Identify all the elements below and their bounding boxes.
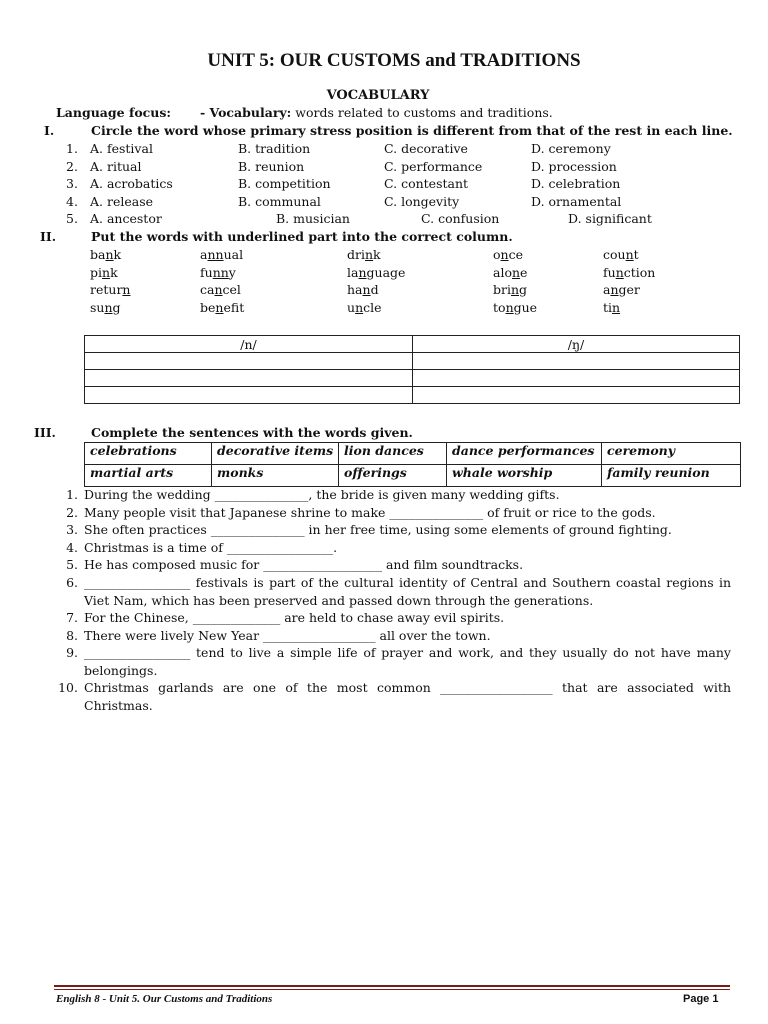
word-part: ce <box>508 247 523 262</box>
word-part: o <box>493 247 501 262</box>
word-row <box>0 299 768 317</box>
word-bank-item: offerings <box>339 465 447 487</box>
question-number: 4. <box>66 193 78 209</box>
underlined-part: n <box>612 299 621 315</box>
answer-option[interactable]: A. ritual <box>90 158 142 174</box>
word-part: k <box>113 247 122 262</box>
vocabulary-line <box>200 105 553 120</box>
word-bank-item: whale worship <box>447 465 602 487</box>
page-title: UNIT 5: OUR CUSTOMS and TRADITIONS <box>207 50 581 71</box>
language-focus-label: Language focus: <box>56 105 172 120</box>
answer-option[interactable]: B. musician <box>276 211 350 227</box>
underlined-part: n <box>510 282 520 298</box>
word-item <box>603 299 620 317</box>
word-item <box>347 281 379 299</box>
sentence-number: 6. <box>66 575 78 590</box>
question-row <box>0 140 768 158</box>
word-item <box>90 281 130 299</box>
table-cell[interactable] <box>85 387 413 404</box>
underlined-part: n <box>511 264 521 280</box>
section-2-instruction: Put the words with underlined part into the correct column. <box>91 229 513 244</box>
page-number: Page 1 <box>683 993 719 1005</box>
word-row <box>0 281 768 299</box>
sentence-number: 1. <box>66 487 78 502</box>
answer-option[interactable]: C. longevity <box>384 193 460 209</box>
footer-rule <box>54 985 730 987</box>
sentence-number: 9. <box>66 645 78 660</box>
word-bank-item: monks <box>212 465 339 487</box>
answer-option[interactable]: D. ornamental <box>531 193 622 209</box>
word-item <box>90 264 118 282</box>
sentence-number: 10. <box>58 680 78 695</box>
word-part: g <box>112 299 121 315</box>
word-row <box>0 246 768 264</box>
word-bank-item: martial arts <box>85 465 212 487</box>
word-bank-item: celebrations <box>85 443 212 465</box>
question-row <box>0 158 768 176</box>
word-part: g <box>519 282 528 298</box>
word-item <box>347 299 382 317</box>
word-part: u <box>347 299 356 315</box>
answer-option[interactable]: D. significant <box>568 211 652 227</box>
sentence-text: Christmas is a time of _________________. <box>84 540 338 555</box>
sentence-text: During the wedding _______________, the bride is given many wedding gifts. <box>84 487 560 502</box>
word-part: la <box>347 264 359 280</box>
word-part: a <box>200 247 208 262</box>
answer-option[interactable]: B. competition <box>238 176 331 192</box>
word-part: cou <box>603 247 626 262</box>
vocabulary-text: words related to customs and traditions. <box>291 105 553 120</box>
table-cell[interactable] <box>85 370 413 387</box>
phoneme-table <box>84 335 740 404</box>
footer-rule <box>54 989 730 990</box>
underlined-part: n <box>104 299 113 315</box>
word-part: ba <box>90 247 106 262</box>
sentence-text: For the Chinese, ______________ are held to chase away evil spirits. <box>84 610 505 625</box>
word-part: a <box>603 282 611 298</box>
table-cell[interactable] <box>413 387 740 404</box>
sentence-text: _________________ festivals is part of the cultural identity of Central and Southern coastal regions in Viet Nam, which has been preserved and passed down through the generations. <box>84 575 731 608</box>
word-bank-item: decorative items <box>212 443 339 465</box>
word-part: bri <box>493 282 511 298</box>
dash: - <box>200 105 210 120</box>
word-row <box>0 264 768 282</box>
word-bank-item: dance performances <box>447 443 602 465</box>
word-part: cel <box>222 282 241 298</box>
word-part: ual <box>223 247 244 262</box>
word-part: k <box>110 264 118 280</box>
question-number: 3. <box>66 176 78 192</box>
word-part: ha <box>347 282 363 298</box>
word-part: d <box>370 282 379 298</box>
sentence-text: Many people visit that Japanese shrine to make _______________ of fruit or rice to the gods. <box>84 505 656 520</box>
word-part: pi <box>90 264 102 280</box>
answer-option[interactable]: D. celebration <box>531 176 621 192</box>
sentence-number: 5. <box>66 557 78 572</box>
word-part: cle <box>363 299 382 315</box>
answer-option[interactable]: C. contestant <box>384 176 469 192</box>
underlined-part: n <box>215 299 224 315</box>
footer-title: English 8 - Unit 5. Our Customs and Traditions <box>56 993 273 1005</box>
answer-option[interactable]: B. tradition <box>238 141 311 156</box>
word-item <box>347 264 405 282</box>
word-part: dri <box>347 247 365 262</box>
word-bank-item: lion dances <box>339 443 447 465</box>
section-1-numeral: I. <box>44 123 55 138</box>
word-item <box>200 281 241 299</box>
question-row <box>0 193 768 211</box>
word-item <box>200 299 244 317</box>
underlined-part: n <box>362 282 371 298</box>
word-item <box>493 299 537 317</box>
sentence-number: 4. <box>66 540 78 555</box>
word-part: guage <box>366 264 406 280</box>
word-part: t <box>633 247 639 262</box>
section-3-numeral: III. <box>34 425 56 440</box>
sentence-text: She often practices _______________ in her free time, using some elements of ground fighting. <box>84 522 672 537</box>
answer-option[interactable]: B. reunion <box>238 158 305 174</box>
word-part: fu <box>200 264 213 280</box>
question-number: 5. <box>66 211 78 227</box>
word-part: alo <box>493 264 512 280</box>
answer-option[interactable]: A. ancestor <box>90 211 162 227</box>
word-part: su <box>90 299 105 315</box>
answer-option[interactable]: A. festival <box>90 141 153 156</box>
underlined-part: n <box>505 299 514 315</box>
answer-option[interactable]: B. communal <box>238 193 321 209</box>
sentence-number: 8. <box>66 628 78 643</box>
answer-option[interactable]: D. procession <box>531 158 617 174</box>
sentence-text: _________________ tend to live a simple life of prayer and work, and they usually do not have many belongings. <box>84 645 731 678</box>
word-part: be <box>200 299 216 315</box>
word-item <box>347 246 381 264</box>
section-3-instruction: Complete the sentences with the words given. <box>91 425 413 440</box>
word-item <box>493 246 523 264</box>
word-part: efit <box>223 299 245 315</box>
vocabulary-label: Vocabulary: <box>209 105 292 120</box>
word-bank <box>84 442 741 487</box>
answer-option[interactable]: C. decorative <box>384 141 468 156</box>
word-part: to <box>493 299 506 315</box>
underlined-part: nn <box>212 264 229 280</box>
answer-option[interactable]: C. performance <box>384 158 483 174</box>
sentence-text: He has composed music for ___________________ and film soundtracks. <box>84 557 524 572</box>
sentence-number: 7. <box>66 610 78 625</box>
sentence-number: 2. <box>66 505 78 520</box>
word-item <box>603 281 640 299</box>
underlined-part: n <box>355 299 364 315</box>
underlined-part: n <box>625 247 634 262</box>
underlined-part: nn <box>207 247 224 262</box>
word-item <box>493 281 527 299</box>
word-part: k <box>373 247 381 262</box>
table-cell[interactable] <box>413 370 740 387</box>
question-number: 1. <box>66 141 78 156</box>
answer-option[interactable]: D. ceremony <box>531 141 611 156</box>
answer-option[interactable]: A. acrobatics <box>90 176 173 192</box>
word-part: y <box>228 264 236 280</box>
sentence-number: 3. <box>66 522 78 537</box>
underlined-part: n <box>358 264 367 280</box>
table-cell[interactable] <box>85 353 413 370</box>
underlined-part: n <box>105 247 114 262</box>
underlined-part: n <box>122 282 131 298</box>
table-cell[interactable] <box>413 353 740 370</box>
underlined-part: n <box>615 264 624 280</box>
word-bank-item: family reunion <box>602 465 741 487</box>
word-part: ction <box>623 264 656 280</box>
word-item <box>90 246 121 264</box>
underlined-part: n <box>102 264 111 280</box>
question-number: 2. <box>66 158 78 174</box>
underlined-part: n <box>500 247 509 262</box>
column-header-n: /n/ <box>85 336 413 353</box>
answer-option[interactable]: C. confusion <box>421 211 500 227</box>
word-item <box>90 299 121 317</box>
section-2-numeral: II. <box>40 229 57 244</box>
question-row <box>0 210 768 228</box>
word-item <box>603 264 655 282</box>
word-item <box>493 264 527 282</box>
answer-option[interactable]: A. release <box>90 193 154 209</box>
word-item <box>200 264 236 282</box>
word-part: retur <box>90 282 123 298</box>
sentence-text: Christmas garlands are one of the most common __________________ that are associated with Christmas. <box>84 680 731 713</box>
sentence-text: There were lively New Year __________________ all over the town. <box>84 628 491 643</box>
word-item <box>200 246 243 264</box>
word-part: ger <box>618 282 640 298</box>
underlined-part: n <box>364 247 374 262</box>
language-focus <box>56 105 171 120</box>
word-part: e <box>520 264 528 280</box>
word-part: fu <box>603 264 616 280</box>
question-row <box>0 175 768 193</box>
section-1-instruction: Circle the word whose primary stress position is different from that of the rest in each line. <box>91 123 733 138</box>
word-item <box>603 246 639 264</box>
word-part: ti <box>603 299 613 315</box>
word-part: ca <box>200 282 215 298</box>
underlined-part: n <box>214 282 223 298</box>
column-header-ng: /ŋ/ <box>413 336 740 353</box>
underlined-part: n <box>610 282 619 298</box>
word-bank-item: ceremony <box>602 443 741 465</box>
word-part: gue <box>513 299 538 315</box>
section-heading: VOCABULARY <box>326 88 430 103</box>
